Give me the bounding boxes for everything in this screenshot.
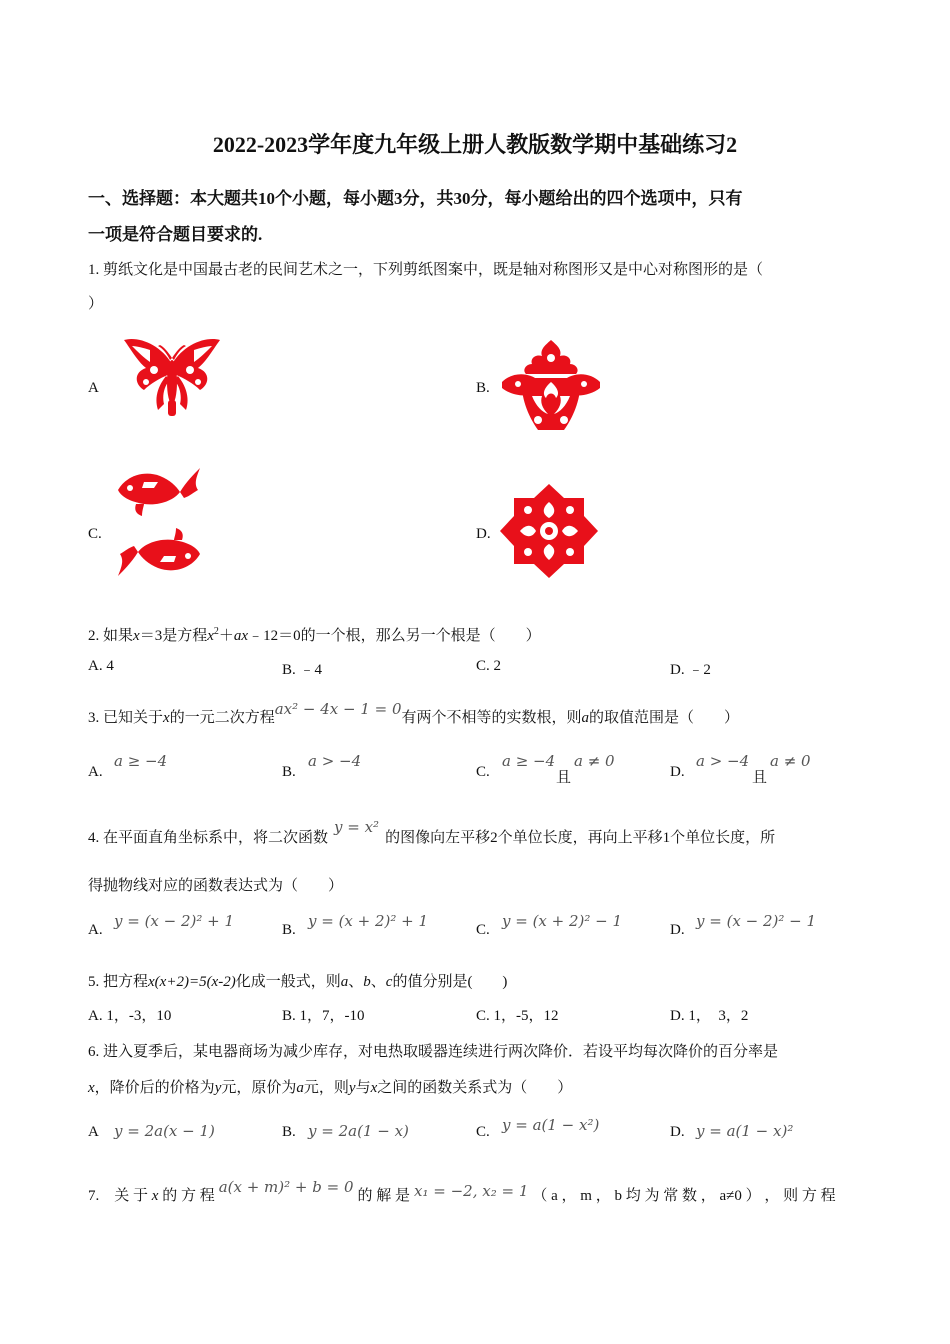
q2-var-ax: ax — [233, 628, 249, 644]
q2-option-a: A. 4 — [88, 658, 114, 674]
q4-text: 的图像向左平移2个单位长度，再向上平移1个单位长度，所 — [385, 830, 776, 846]
q6-option-b-label: B. — [282, 1124, 296, 1140]
q2-option-b: B. ﹣4 — [282, 662, 323, 678]
q2-text: ＝3是方程 — [139, 628, 208, 644]
q3-option-a-label: A. — [88, 764, 103, 780]
q6-option-b-math: y = 2a(1 − x) — [308, 1122, 409, 1140]
q3-text: 的取值范围是（ ） — [589, 710, 740, 726]
q4-option-d-math: y = (x − 2)² − 1 — [696, 912, 817, 930]
q4-equation: y = x² — [334, 818, 380, 836]
q4-option-c-label: C. — [476, 922, 490, 938]
q3-option-b-label: B. — [282, 764, 296, 780]
q5-var-c: c — [385, 974, 393, 990]
q6-text: 与 — [355, 1080, 371, 1096]
q7-text: 的 解 是 — [357, 1188, 411, 1204]
q4-text: 4. 在平面直角坐标系中，将二次函数 — [88, 830, 329, 846]
q3-text: 3. 已知关于 — [88, 710, 164, 726]
q6-option-d-label: D. — [670, 1124, 685, 1140]
q3-option-d-label: D. — [670, 764, 685, 780]
section-heading-line2: 一项是符合题目要求的. — [88, 225, 263, 244]
q6-stem-line2 — [88, 1076, 572, 1097]
q4-stem-line2: 得抛物线对应的函数表达式为（ ） — [88, 878, 344, 894]
q2-var-x: x — [133, 628, 140, 644]
q5-var-b: b — [363, 974, 371, 990]
q3-option-d-and: 且 — [752, 770, 768, 786]
q2-text: 2. 如果 — [88, 628, 134, 644]
q2-option-c: C. 2 — [476, 658, 502, 674]
q5-equation: x(x+2)=5(x-2) — [148, 974, 236, 990]
q2-option-d: D. ﹣2 — [670, 662, 711, 678]
q4-option-a-label: A. — [88, 922, 103, 938]
q6-text: 之间的函数关系式为（ ） — [377, 1080, 573, 1096]
q3-option-a-math: a ≥ −4 — [114, 752, 168, 770]
q4-stem-line1 — [88, 818, 776, 847]
q6-text: 元，原价为 — [221, 1080, 297, 1096]
q7-stem — [88, 1178, 836, 1205]
q2-text: ﹣12＝0的一个根，那么另一个根是（ ） — [248, 628, 541, 644]
q1-option-b-label: B. — [476, 380, 490, 396]
q3-equation: ax² − 4x − 1 = 0 — [274, 700, 402, 718]
ornament-d-paper-cut-image — [498, 482, 600, 580]
q2-exponent: 2 — [213, 626, 219, 637]
q3-option-c-math2: a ≠ 0 — [574, 752, 615, 770]
q6-var-y: y — [348, 1080, 356, 1096]
q6-var-x: x — [370, 1080, 378, 1096]
q3-text: 的一元二次方程 — [169, 710, 275, 726]
q6-option-a-math: y = 2a(x − 1) — [114, 1122, 215, 1140]
q6-var-a: a — [296, 1080, 304, 1096]
q7-text: （ a ， m ， b 均 为 常 数 ， a≠0 ） ， 则 方 程 — [532, 1188, 836, 1204]
q2-text: ＋ — [218, 628, 234, 644]
q5-option-b: B. 1，7，-10 — [282, 1008, 365, 1024]
q5-text: 5. 把方程 — [88, 974, 149, 990]
q6-option-d-math: y = a(1 − x)² — [696, 1122, 794, 1140]
q5-text: 的值分别是( ) — [392, 974, 508, 990]
q4-option-b-label: B. — [282, 922, 296, 938]
q4-option-b-math: y = (x + 2)² + 1 — [308, 912, 429, 930]
q3-option-c-math1: a ≥ −4 — [502, 752, 556, 770]
q1-stem-line1: 1. 剪纸文化是中国最古老的民间艺术之一，下列剪纸图案中，既是轴对称图形又是中心对称图形的是（ — [88, 262, 764, 278]
q7-solution: x₁ = −2, x₂ = 1 — [414, 1182, 529, 1200]
q6-text: ，降价后的价格为 — [94, 1080, 215, 1096]
q6-option-c-math: y = a(1 − x²) — [502, 1116, 600, 1134]
q5-option-d: D. 1， 3，2 — [670, 1008, 749, 1024]
q3-option-c-and: 且 — [556, 770, 572, 786]
q2-var-x: x — [207, 628, 214, 644]
q5-text: 、 — [348, 974, 364, 990]
q4-option-d-label: D. — [670, 922, 685, 938]
q1-option-a-label: A — [88, 380, 99, 396]
fish-c-paper-cut-image — [114, 462, 204, 582]
ornament-b-paper-cut-image — [498, 336, 604, 436]
q1-stem-line2: ） — [88, 296, 104, 312]
q1-option-d-label: D. — [476, 526, 491, 542]
q4-option-a-math: y = (x − 2)² + 1 — [114, 912, 235, 930]
q5-var-a: a — [340, 974, 349, 990]
q3-text: 有两个不相等的实数根，则 — [401, 710, 582, 726]
q2-stem — [88, 624, 541, 645]
q7-text: 7. 关 于 — [88, 1188, 149, 1204]
q3-option-c-label: C. — [476, 764, 490, 780]
q5-text: 、 — [370, 974, 386, 990]
q3-stem — [88, 700, 740, 727]
q6-option-a-label: A — [88, 1124, 99, 1140]
page-title: 2022-2023学年度九年级上册人教版数学期中基础练习2 — [212, 132, 738, 157]
q6-text: 元，则 — [303, 1080, 349, 1096]
q5-text: 化成一般式，则 — [235, 974, 341, 990]
butterfly-paper-cut-image — [120, 334, 224, 418]
q5-option-c: C. 1，-5，12 — [476, 1008, 559, 1024]
section-heading-line1: 一、选择题：本大题共10个小题，每小题3分，共30分，每小题给出的四个选项中，只有 — [88, 189, 743, 208]
q3-var-a: a — [581, 710, 590, 726]
q3-option-b-math: a > −4 — [308, 752, 362, 770]
q1-option-c-label: C. — [88, 526, 102, 542]
q3-option-d-math1: a > −4 — [696, 752, 750, 770]
q7-equation: a(x + m)² + b = 0 — [218, 1178, 354, 1196]
q3-var-x: x — [163, 710, 170, 726]
q6-option-c-label: C. — [476, 1124, 490, 1140]
q5-option-a: A. 1，-3，10 — [88, 1008, 172, 1024]
q6-stem-line1: 6. 进入夏季后，某电器商场为减少库存，对电热取暖器连续进行两次降价．若设平均每次降价的百分率是 — [88, 1044, 779, 1060]
q7-text: 的 方 程 — [162, 1188, 215, 1204]
q7-var-x: x — [151, 1188, 159, 1204]
q4-option-c-math: y = (x + 2)² − 1 — [502, 912, 623, 930]
q6-var-y: y — [214, 1080, 222, 1096]
q3-option-d-math2: a ≠ 0 — [770, 752, 811, 770]
q6-var-x: x — [88, 1080, 95, 1096]
q5-stem — [88, 970, 507, 991]
